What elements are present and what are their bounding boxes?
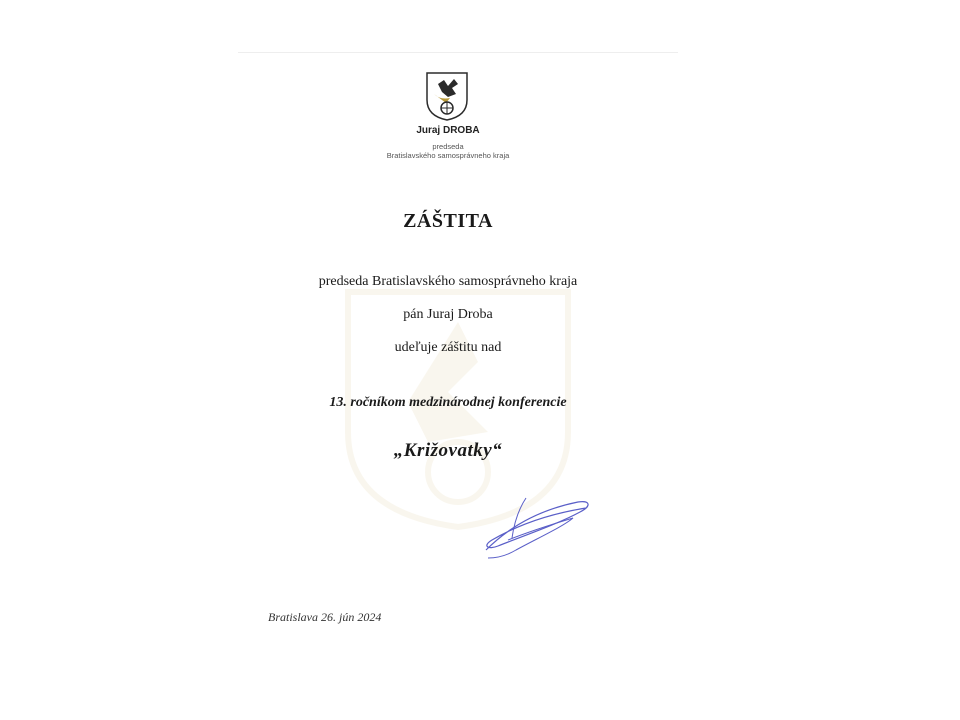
page-edge-line bbox=[238, 52, 678, 53]
event-description: 13. ročníkom medzinárodnej konferencie bbox=[329, 395, 567, 410]
sender-role-line2: Bratislavského samosprávneho kraja bbox=[386, 151, 510, 160]
event-name: „Križovatky“ bbox=[393, 440, 503, 461]
sender-role bbox=[238, 142, 658, 160]
body-line-1: predseda Bratislavského samosprávneho kraja bbox=[318, 274, 578, 289]
coat-of-arms-icon bbox=[424, 70, 470, 122]
body-line-2: pán Juraj Droba bbox=[403, 307, 493, 322]
place-and-date: Bratislava 26. jún 2024 bbox=[268, 610, 382, 624]
body-line-3: udeľuje záštitu nad bbox=[394, 340, 502, 355]
sender-role-line1: predseda bbox=[432, 142, 464, 151]
patronage-document bbox=[238, 52, 678, 692]
sender-name: Juraj DROBA bbox=[416, 125, 480, 136]
signature-icon bbox=[468, 488, 598, 562]
document-title: ZÁŠTITA bbox=[403, 210, 493, 232]
